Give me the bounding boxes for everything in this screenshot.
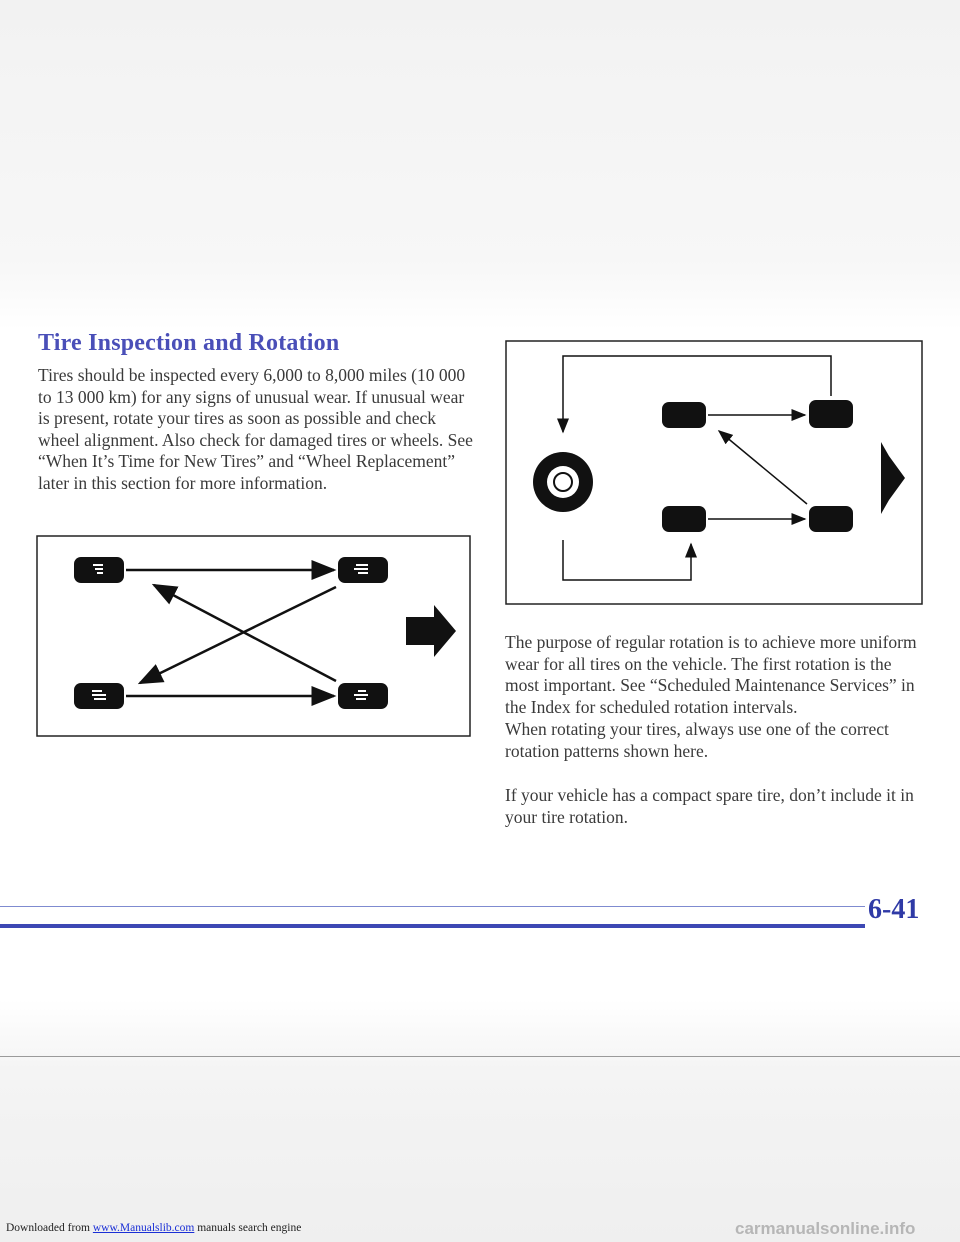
page-number: 6-41	[868, 894, 920, 925]
download-footer	[6, 1222, 301, 1234]
tire-front-left-icon	[662, 402, 706, 428]
footer-prefix: Downloaded from	[6, 1222, 93, 1234]
spare-tire-icon	[533, 452, 593, 512]
tire-rear-left-icon	[74, 683, 124, 709]
manualslib-link[interactable]: www.Manualslib.com	[92, 1222, 195, 1234]
tire-rear-right-icon	[338, 683, 388, 709]
page-title: Tire Inspection and Rotation	[38, 330, 340, 356]
footer-rule-thin	[0, 906, 865, 907]
inspection-paragraph: Tires should be inspected every 6,000 to 8,000 miles (10 000 to 13 000 km) for any signs of unusual wear. If unusual wear is present, rotate your tires as soon as possible and check wheel alignment. Also check for damaged tires or wheels. See “When It’s Time for New Tires” and “Wheel Replacement” later in this section for more information.	[38, 365, 473, 493]
rotation-pattern-paragraph: When rotating your tires, always use one of the correct rotation patterns shown here.	[505, 719, 889, 761]
tire-front-right-icon	[809, 400, 853, 428]
rotation-purpose-paragraph: The purpose of regular rotation is to achieve more uniform wear for all tires on the vehicle. The first rotation is the most important. See “Scheduled Maintenance Services” in the Index for scheduled rotation intervals.	[505, 632, 917, 717]
watermark: carmanualsonline.info	[735, 1219, 916, 1238]
cross-rotation-diagram	[36, 535, 471, 737]
tire-front-left-icon	[74, 557, 124, 583]
spare-rotation-diagram	[505, 340, 923, 605]
tire-rear-left-icon	[662, 506, 706, 532]
footer-rule-thick	[0, 924, 865, 928]
spare-tire-paragraph: If your vehicle has a compact spare tire, don’t include it in your tire rotation.	[505, 785, 914, 827]
scan-edge-line	[0, 1056, 960, 1057]
tire-rear-right-icon	[809, 506, 853, 532]
tire-front-right-icon	[338, 557, 388, 583]
footer-suffix: manuals search engine	[194, 1222, 302, 1234]
